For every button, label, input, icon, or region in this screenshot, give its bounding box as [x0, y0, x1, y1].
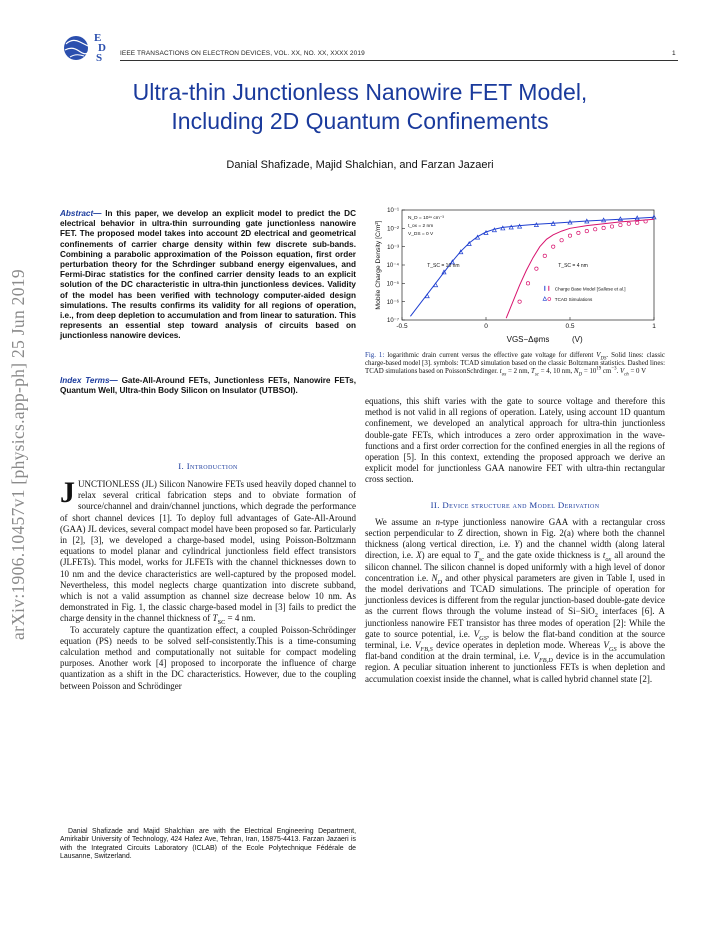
x-tick-label: 0 — [484, 323, 488, 330]
data-point — [594, 228, 597, 231]
data-point — [619, 223, 622, 226]
y-tick-label: 10⁻¹ — [387, 208, 399, 215]
figure-1-caption: Fig. 1: logarithmic drain current versus the effective gate voltage for different $V_{DS}$. Solid lines: classic charge-based model [3]. symbols: TCAD simulation based on the classic Boltzmann statistics. Dashed lines: TCAD simulations based on PoissonSchrdinger. $t_{ox} = 2$ nm, $T_{sc} = 4$, 10 nm, $N_D = 10^{19}$ $cm^{-3}$. $V_{ch} = 0$ V — [365, 352, 665, 378]
author-footnote — [60, 828, 356, 862]
intro-paragraph-2: To accurately capture the quantization effect, a coupled Poisson-Schrödinger equation (PS) needs to be solved self-consistently.This is a time-consuming calculation method and computationally not suitable for compact modeling purposes. Another work [4] proposed to incorporate the influence of charge quantization as a shift in the DC characteristics. However, due to the coupling between Poisson and Schrödinger — [60, 624, 356, 691]
data-point — [552, 245, 555, 248]
abstract — [60, 209, 356, 342]
figure-1-chart — [366, 202, 666, 346]
section-1-heading: I. Introduction — [178, 461, 238, 471]
dropcap: J — [60, 476, 75, 509]
abstract-text: In this paper, we develop an explicit model to predict the DC electrical behavior in ultra-thin surrounding gate junctionless nanowire FET. The proposed model takes into account 2D electrical and geometrical confinements of carrier charge density within few discrete sub-bands. Combining a parabolic approximation of the Poisson equation, first order perturbation theory for the Schrdinger subband energy eigenvalues, and Fermi-Dirac statistics for the confined carrier density leads to an explicit solution of the DC characteristic in ultra-thin junctionless devices. Validity of the model has been verified with technology computer-aided design simulations. The results confirms its validity for all regions of operation, i.e., from deep depletion to accumulation and from linear to saturation. This represents an essential step toward analysis of circuits based on junctionless nanowire devices. — [60, 209, 357, 341]
caption-part-f: = 0 V — [630, 368, 647, 376]
eds-logo — [60, 30, 116, 64]
footnote-text: Danial Shafizade and Majid Shalchian are with the Electrical Engineering Department, Amirkabir University of Technology, 424 Hafez Ave, Tehran, Iran, 15875-4413. Farzan Jazaeri is with the Integrated Circuits Laboratory (ICLAB) of the Ecole Polytechnique Fédérale de Lausanne, Switzerland. — [60, 828, 356, 861]
caption-label: Fig. 1: — [365, 352, 385, 359]
tsc-value: = 4 nm. — [225, 613, 256, 624]
param-label: V_DS = 0 V — [408, 232, 434, 237]
legend-entry: Charge Base Model [Sallese et al.] — [554, 286, 626, 292]
legend-entry: TCAD Simulations — [554, 296, 593, 302]
section-2-heading: II. Device structure and Model Derivation — [430, 499, 600, 510]
section-2-paragraph: We assume an n-type junctionless nanowire GAA with a rectangular cross section perpendicular to Z direction, shown in Fig. 2(a) where both the channel thickness (along vertical direction, i.e. Y) and the channel width (along lateral direction, i.e. X) are equal to $T_{sc}$ and the gate oxide thickness is $t_{ox}$ all around the silicon channel. The silicon channel is doped uniformly with a high level of donor concentration i.e. $N_D$ and other physical parameters are given in Table I, used in the model derivations and TCAD simulations. The principle of operation for junctionless devices is different from the regular junction-based double-gate device as the current flows through the volume instead of Si−SiO$_2$ interfaces [6]. A junctionless nanowire FET transistor has three modes of operation [2]: While the gate to source potential, i.e. $V_{GS}$, is below the flat-band condition at the source terminal, i.e. $V_{FB,S}$ device operates in depletion mode. Whereas $V_{GS}$ is above the flat-band condition at the drain terminal, i.e. $V_{FB,D}$ device is in the accumulation region. A peculiar situation inherent to junctionless FETs is when depletion and accumulation coexist inside the channel, what is called hybrid channel state [2]. — [365, 516, 666, 684]
data-point — [610, 225, 613, 228]
title-line-2: Including 2D Quantum Confinements — [171, 108, 549, 134]
y-axis-label: Mobile Charge Density [C/m²] — [375, 220, 382, 310]
data-point — [543, 254, 546, 257]
data-point — [577, 231, 580, 234]
arxiv-stamp — [8, 170, 42, 650]
logo-letter-d: D — [98, 42, 106, 54]
index-terms-label: Index Terms— — [60, 376, 118, 385]
abstract-label: Abstract— — [60, 209, 102, 218]
paper-title — [60, 78, 660, 136]
x-tick-label: 0.5 — [565, 323, 575, 330]
legend-swatch-triangle — [543, 297, 547, 301]
page-number: 1 — [672, 50, 676, 57]
title-line-1: Ultra-thin Junctionless Nanowire FET Model, — [132, 79, 588, 105]
annotation-tsc4: T_SC = 4 nm — [558, 262, 588, 269]
data-point — [535, 267, 538, 270]
data-point — [585, 229, 588, 232]
caption-part-e: = 10 — [583, 368, 597, 376]
y-tick-label: 10⁻² — [387, 226, 399, 233]
x-axis-label: VGS−Δφms — [506, 335, 550, 344]
x-tick-label: 1 — [652, 323, 656, 330]
data-point — [518, 300, 521, 303]
right-column — [365, 396, 665, 685]
data-point — [560, 239, 563, 242]
param-label: N_D = 10¹⁹ cm⁻³ — [408, 216, 444, 221]
right-paragraph-1: equations, this shift varies with the gate to source voltage and therefore this method is not valid in all regions of operation. Lately, using account 1D quantum confinement, we developed an analytical approach for ultra-thin junctionless double-gate FETs, which introduces a zero order approximation in the wave-functions and a first order correction for the confined energies in all the regions of operation [5]. In this context, extending the proposed approach we derive an explicit model for junctionless GAA nanowire FET with ultra-thin rectangular cross section. — [365, 396, 665, 485]
y-tick-label: 10⁻³ — [387, 244, 399, 251]
param-label: t_ox = 2 nm — [408, 224, 434, 229]
x-axis-unit: (V) — [572, 335, 583, 344]
tsc-sub: SC — [217, 619, 226, 627]
x-tick-label: -0.5 — [396, 323, 408, 330]
y-tick-label: 10⁻⁴ — [386, 263, 399, 270]
data-point — [526, 282, 529, 285]
annotation-tsc10: T_SC = 10 nm — [427, 262, 460, 269]
arxiv-stamp-text: arXiv:1906.10457v1 [physics.app-ph] 25 Jun 2019 — [8, 269, 28, 640]
data-point — [568, 234, 571, 237]
data-point — [602, 226, 605, 229]
y-tick-label: 10⁻⁵ — [386, 281, 399, 288]
intro-paragraph-1: UNCTIONLESS (JL) Silicon Nanowire FETs used heavily doped channel to relax several critical fabrication steps and to obviate formation of source/channel and drain/channel junctions, which degrade the performance of short channel devices [1]. To deploy full advantages of Gate-All-Around (GAA) JL devices, several compact model have been proposed so far. Particularly in [2], [3], we developed a charge-based model, using Poisson-Boltzmann equations to model planar and cylindrical junctionless field effect transistors (JLFETs). This model, works for JLFETs with the channel thicknesses down to 10 nm and the device characteristics are well-captured by the proposed model. Nevertheless, this model neglects charge quantization into discrete subband, which is not a valid assumption as channel size decrease below 10 nm. As demonstrated in Fig. 1, the classic charge-based model in [3] fails to predict the charge density in the channel thickness of — [60, 479, 356, 624]
index-terms-text: Gate-All-Around FETs, Junctionless FETs, Nanowire FETs, Quantum Well, Ultra-thin Body Silicon on Insulator (UTBSOI). — [60, 376, 356, 396]
section-1-body — [60, 476, 356, 692]
authors: Danial Shafizade, Majid Shalchian, and Farzan Jazaeri — [226, 159, 494, 171]
caption-part-c: = 2 nm, — [507, 368, 530, 376]
caption-part-b: . Solid lines: classic charge-based model [3]. symbols: TCAD simulation based on the classic Boltzmann statistics. Dashed lines: TCAD simulations based on PoissonSchrdinger. — [365, 352, 665, 376]
data-point — [627, 222, 630, 225]
legend-swatch-circle — [548, 298, 551, 301]
caption-part-a: logarithmic drain current versus the effective gate voltage for different — [387, 352, 594, 359]
header-rule — [120, 60, 678, 61]
y-tick-label: 10⁻⁶ — [386, 299, 399, 306]
logo-letter-e: E — [94, 32, 102, 44]
tsc-symbol: T — [212, 613, 218, 624]
y-tick-label: 10⁻⁷ — [386, 318, 399, 325]
caption-part-d: = 4, 10 nm, — [540, 368, 573, 376]
journal-header: IEEE TRANSACTIONS ON ELECTRON DEVICES, VOL. XX, NO. XX, XXXX 2019 — [120, 50, 365, 57]
logo-letter-s: S — [96, 52, 103, 64]
data-point — [636, 221, 639, 224]
index-terms — [60, 376, 356, 396]
